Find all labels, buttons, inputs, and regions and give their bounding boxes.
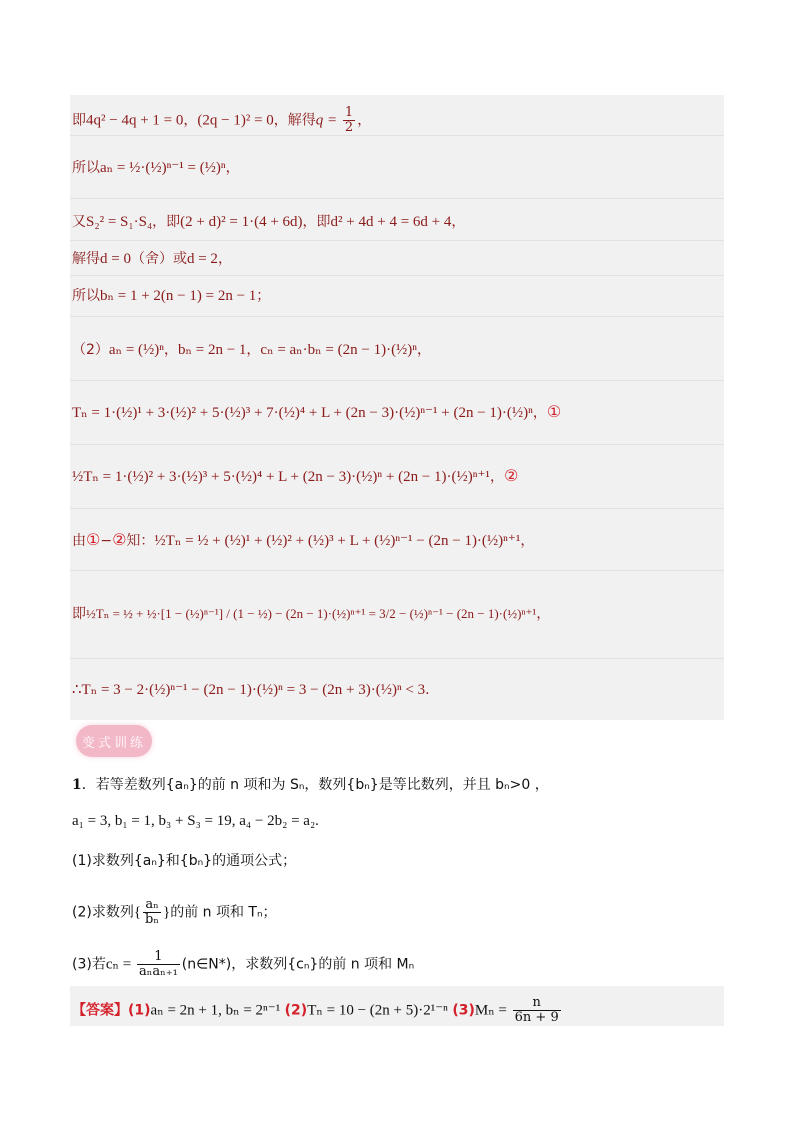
divider [70,275,724,276]
text: ， [217,251,232,267]
question-number: 1 [72,777,82,793]
text: ， [225,160,240,176]
divider [70,380,724,381]
text: ， [536,606,551,622]
text: ，即 [302,214,331,230]
text: . [425,682,430,698]
solution-line-6 [72,342,431,358]
equation-marker: ② [503,466,519,485]
denominator: aₙaₙ₊₁ [138,964,178,979]
question-text: (1)求数列{aₙ}和{bₙ}的通项公式； [72,853,297,869]
text: ，即 [152,214,181,230]
equation: ½Tₙ = ½ + ½·[1 − (½)ⁿ⁻¹] / (1 − ½) − (2n − 1)·(½)ⁿ⁺¹ = 3/2 − (½)ⁿ⁻¹ − (2n − 1)·(½)ⁿ⁺¹ [86,606,537,621]
answer-line [72,996,563,1025]
question-part-1 [72,852,296,870]
numerator: n [532,995,541,1010]
text: ， [489,469,504,485]
question-text: (2)求数列 [72,904,134,921]
part-label: （2） [72,342,109,358]
equation: bₙ = 2n − 1 [178,342,247,358]
equation: ∴Tₙ = 3 − 2·(½)ⁿ⁻¹ − (2n − 1)·(½)ⁿ = 3 − (2n + 3)·(½)ⁿ < 3 [72,682,426,698]
text: 又 [72,214,86,230]
solution-line-3 [72,214,465,230]
numerator: 1 [154,949,163,964]
fraction [143,898,161,927]
equation: a₁ = 3, b₁ = 1, b₃ + S₃ = 19, a₄ − 2b₂ = a₂. [72,813,319,829]
equation: d = 0 [100,251,131,267]
numerator: 1 [344,105,354,120]
text: 即 [72,112,86,129]
denominator: bₙ [145,912,159,927]
text: 解得 [72,251,100,267]
divider [70,444,724,445]
solution-line-9 [72,532,534,549]
solution-line-2 [72,160,240,176]
equation: aₙ = 2n + 1, bₙ = 2ⁿ⁻¹ [150,1002,281,1019]
equation: Tₙ = 1·(½)¹ + 3·(½)² + 5·(½)³ + 7·(½)⁴ + L + (2n − 3)·(½)ⁿ⁻¹ + (2n − 1)·(½)ⁿ [72,405,533,421]
part-tag: (3) [452,1002,475,1019]
equation: Mₙ = [474,1002,511,1019]
solution-line-11 [72,682,430,698]
equation: cₙ = aₙ·bₙ = (2n − 1)·(½)ⁿ [260,342,418,358]
question-text: (3)若 [72,956,106,973]
divider [70,508,724,509]
question-1-conditions [72,812,319,830]
equation-marker: ② [112,530,127,549]
numerator: aₙ [145,897,159,912]
solution-line-7 [72,404,561,421]
question-text: ．若等差数列{aₙ}的前 n 项和为 Sₙ，数列{bₙ}是等比数列，并且 bₙ>0 ， [81,777,549,793]
question-part-2: (2)求数列{ $\frac{\text{aₙ}}{\text{bₙ}}$ }的前 n 项和 Tₙ； [72,897,277,927]
part-tag: (2) [284,1002,308,1019]
fraction [513,996,561,1025]
equation: (2 + d)² = 1·(4 + 6d) [180,214,303,230]
text: ， [183,112,198,129]
equation: ½Tₙ = 1·(½)² + 3·(½)³ + 5·(½)⁴ + L + (2n − 3)·(½)ⁿ + (2n − 1)·(½)ⁿ⁺¹ [72,469,490,485]
equation: d² + 4d + 4 = 6d + 4 [330,214,452,230]
answer-label: 【答案】 [72,1002,128,1019]
divider [70,316,724,317]
text: ， [164,342,178,358]
badge-label: 变式训练 [81,735,146,751]
equation: aₙ = ½·(½)ⁿ⁻¹ = (½)ⁿ [100,160,226,176]
question-text: (n∈N*)，求数列{cₙ}的前 n 项和 Mₙ [181,956,415,973]
text: ， [520,533,535,549]
solution-line-5 [72,288,270,304]
question-1-stem [72,776,549,794]
question-text: 的前 n 项和 Tₙ； [170,904,277,921]
fraction [343,106,355,135]
denominator: 2 [344,120,354,135]
text: ， [246,342,261,358]
text: ， [532,405,547,421]
equation: aₙ = (½)ⁿ [108,342,164,358]
text: （舍）或 [130,251,187,267]
text: ， [417,342,432,358]
solution-line-1 [72,106,371,135]
question-part-3 [72,950,414,979]
text: 所以 [72,288,100,304]
equation: cₙ = [105,956,135,973]
equation-marker: ① [546,402,562,421]
divider [70,570,724,571]
equation: (2q − 1)² = 0 [197,112,274,129]
equation: ½Tₙ = ½ + (½)¹ + (½)² + (½)³ + L + (½)ⁿ⁻¹ − (2n − 1)·(½)ⁿ⁺¹ [154,533,521,549]
text: 由 [72,533,86,549]
text: 即 [72,606,86,622]
equation: 4q² − 4q + 1 = 0 [86,112,184,129]
solution-line-4 [72,251,232,267]
text: − [100,533,113,549]
text: ； [256,288,271,304]
text: ，解得 [273,112,316,129]
divider [70,198,724,199]
text: 所以 [72,160,100,176]
solution-line-10 [72,606,550,622]
divider [70,240,724,241]
equation: d = 2 [186,251,218,267]
divider [70,135,724,136]
equation: q = [315,112,341,129]
divider [70,658,724,659]
text: ， [451,214,466,230]
equation: Tₙ = 10 − (2n + 5)·2¹⁻ⁿ [307,1002,448,1019]
denominator: 6n + 9 [514,1010,559,1025]
equation: bₙ = 1 + 2(n − 1) = 2n − 1 [100,288,257,304]
text: 知： [126,533,155,549]
variant-training-badge [76,725,152,757]
part-tag: (1) [128,1002,151,1019]
equation: S₂² = S₁·S₄ [86,214,153,230]
fraction [137,950,180,979]
solution-line-8 [72,468,518,485]
equation-marker: ① [86,530,101,549]
text: ， [357,112,372,129]
